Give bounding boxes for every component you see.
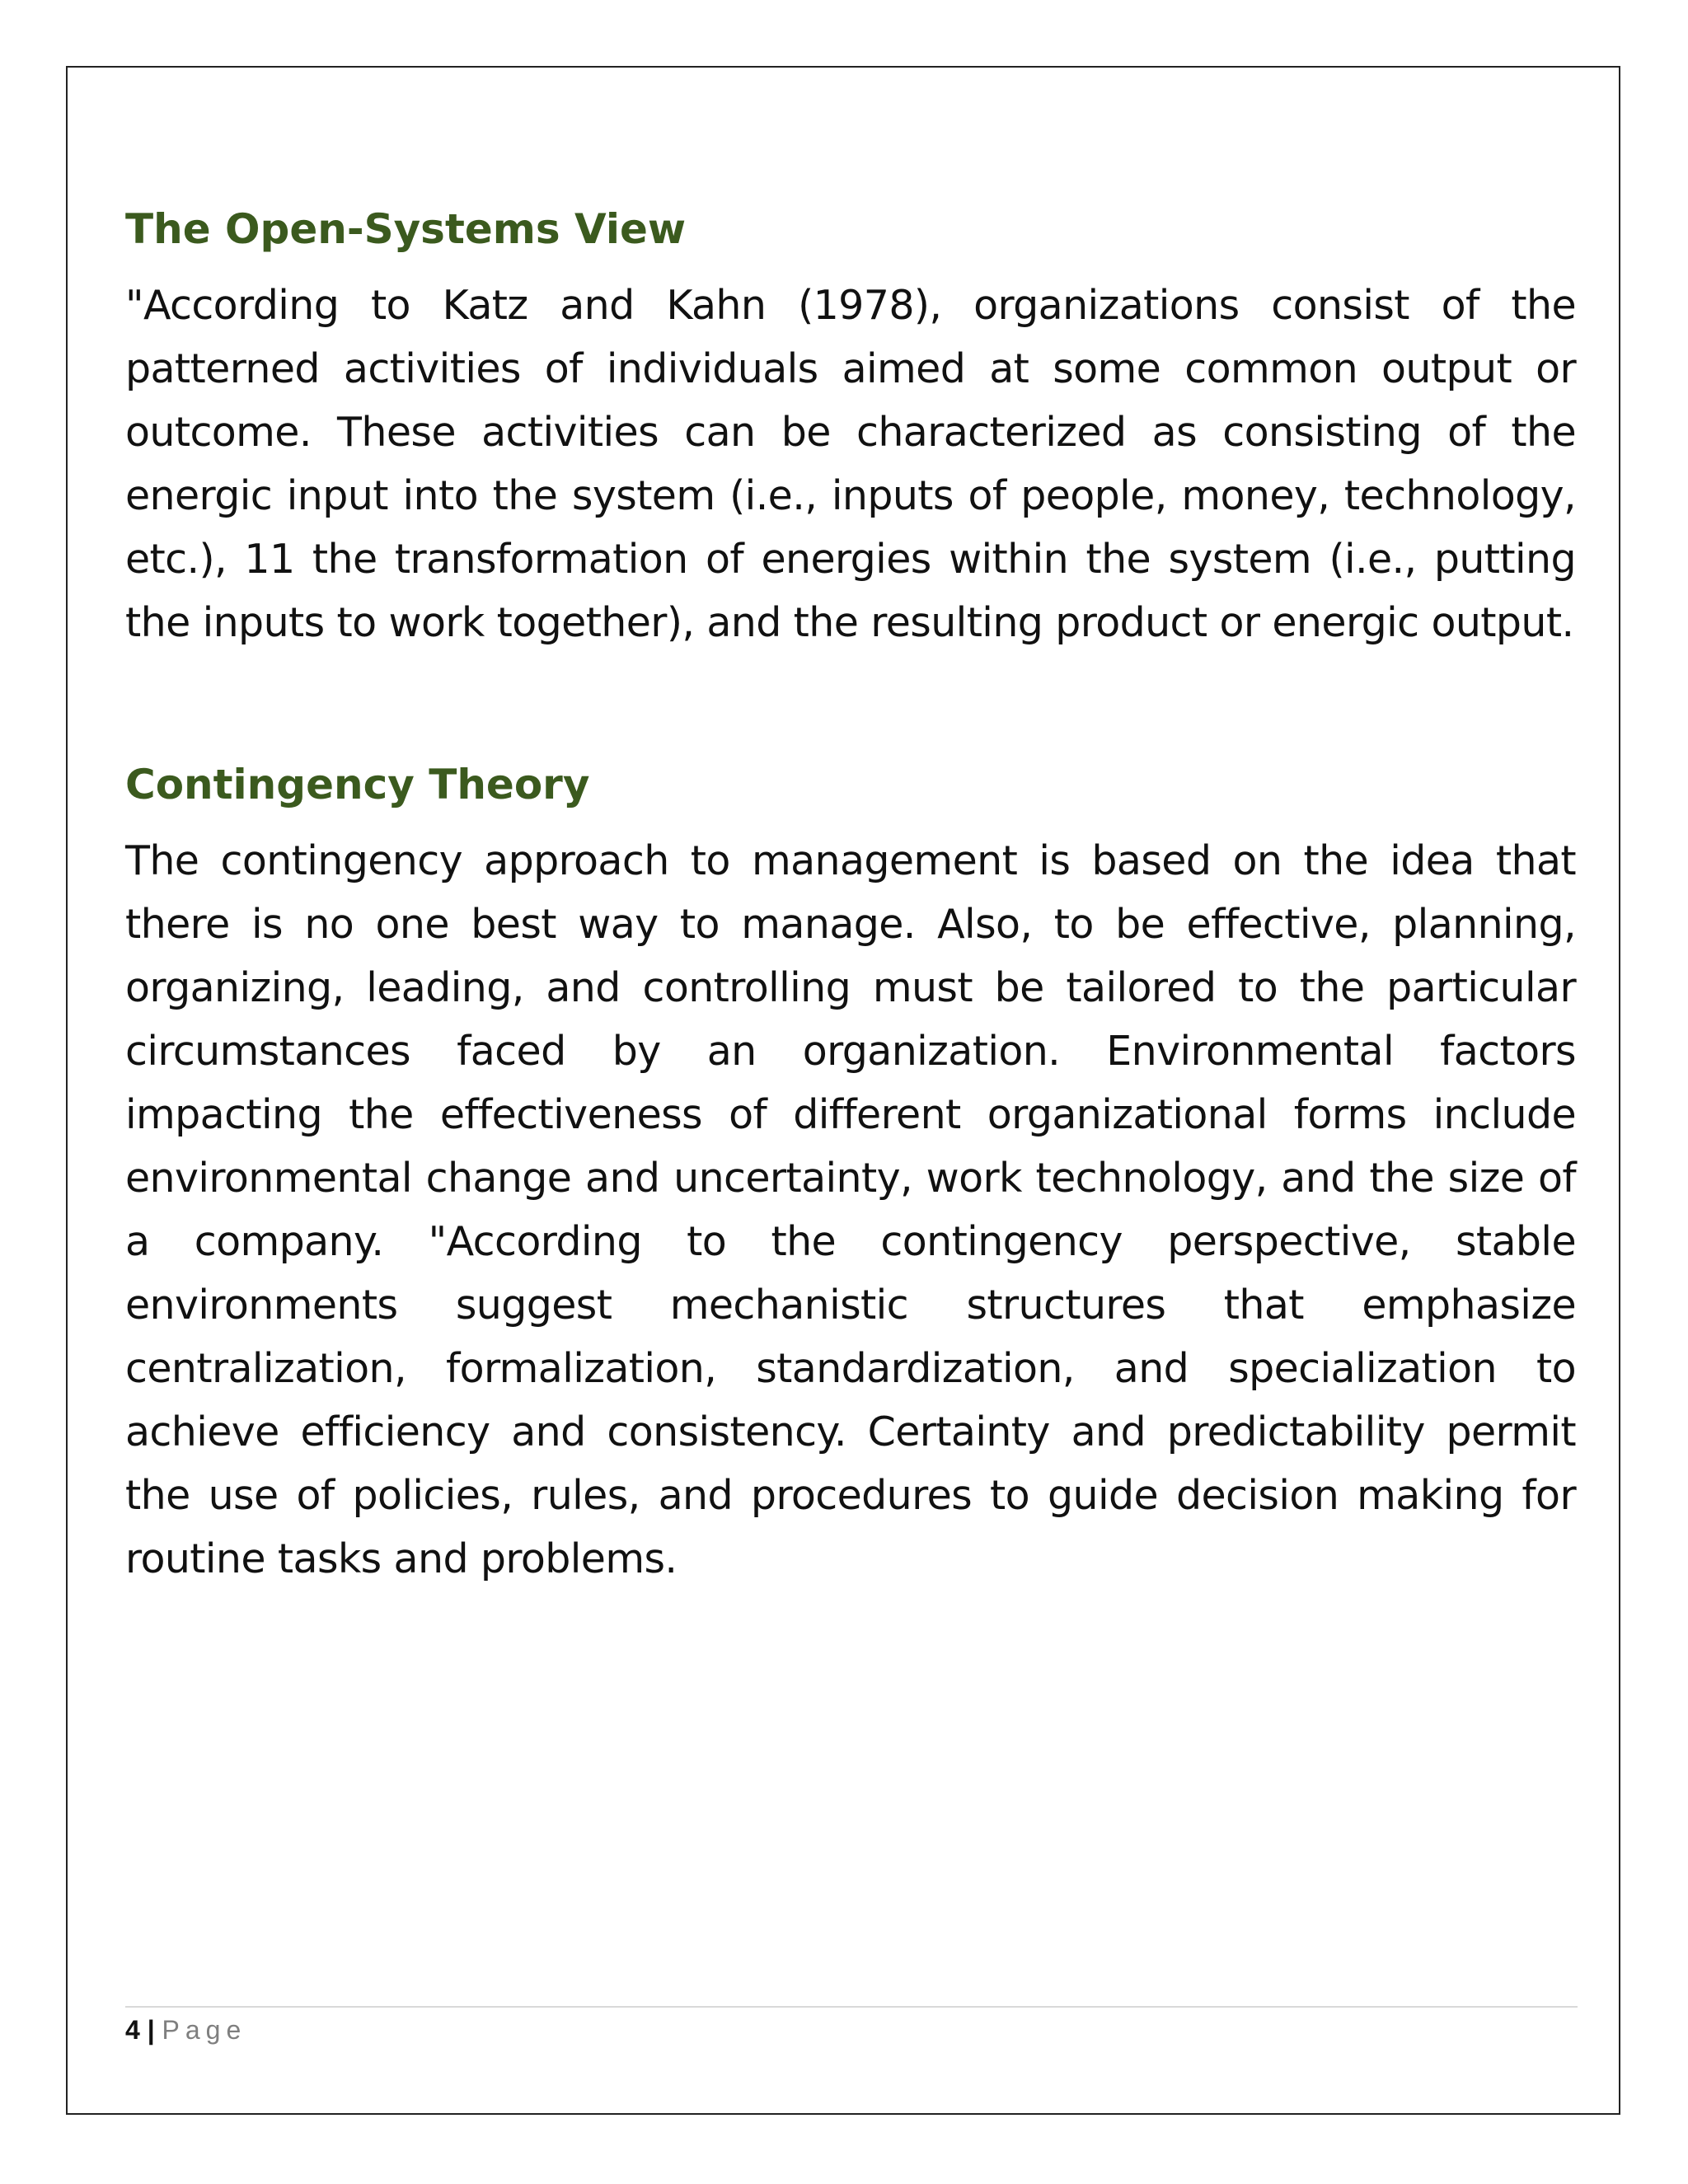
section-spacer	[125, 654, 1576, 747]
page-number: 4	[125, 2015, 140, 2045]
section-heading-contingency-theory: Contingency Theory	[125, 761, 590, 808]
section-heading-open-systems: The Open-Systems View	[125, 205, 687, 253]
paragraph-open-systems: "According to Katz and Kahn (1978), organizations consist of the patterned activities of individuals aimed at some common output or outcome. These activities can be characterized as consisting of the energic input into the system (i.e., inputs of people, money, technology, etc.), 11 the transformation of energies within the system (i.e., putting the inputs to work together), and the resulting product or energic output.	[125, 282, 1576, 646]
page-label: Page	[162, 2015, 247, 2045]
document-body	[125, 191, 1576, 1591]
paragraph-contingency-theory: The contingency approach to management is based on the idea that there is no one best way to manage. Also, to be effective, planning, organizing, leading, and controlling must be tailored to the particular circumstances faced by an organization. Environmental factors impacting the effectiveness of different organizational forms include environmental change and uncertainty, work technology, and the size of a company. "According to the contingency perspective, stable environments suggest mechanistic structures that emphasize centralization, formalization, standardization, and specialization to achieve efficiency and consistency. Certainty and predictability permit the use of policies, rules, and procedures to guide decision making for routine tasks and problems.	[125, 837, 1576, 1582]
footer-divider	[125, 2006, 1578, 2008]
page-separator: |	[139, 2015, 162, 2045]
page-footer	[125, 2012, 246, 2048]
